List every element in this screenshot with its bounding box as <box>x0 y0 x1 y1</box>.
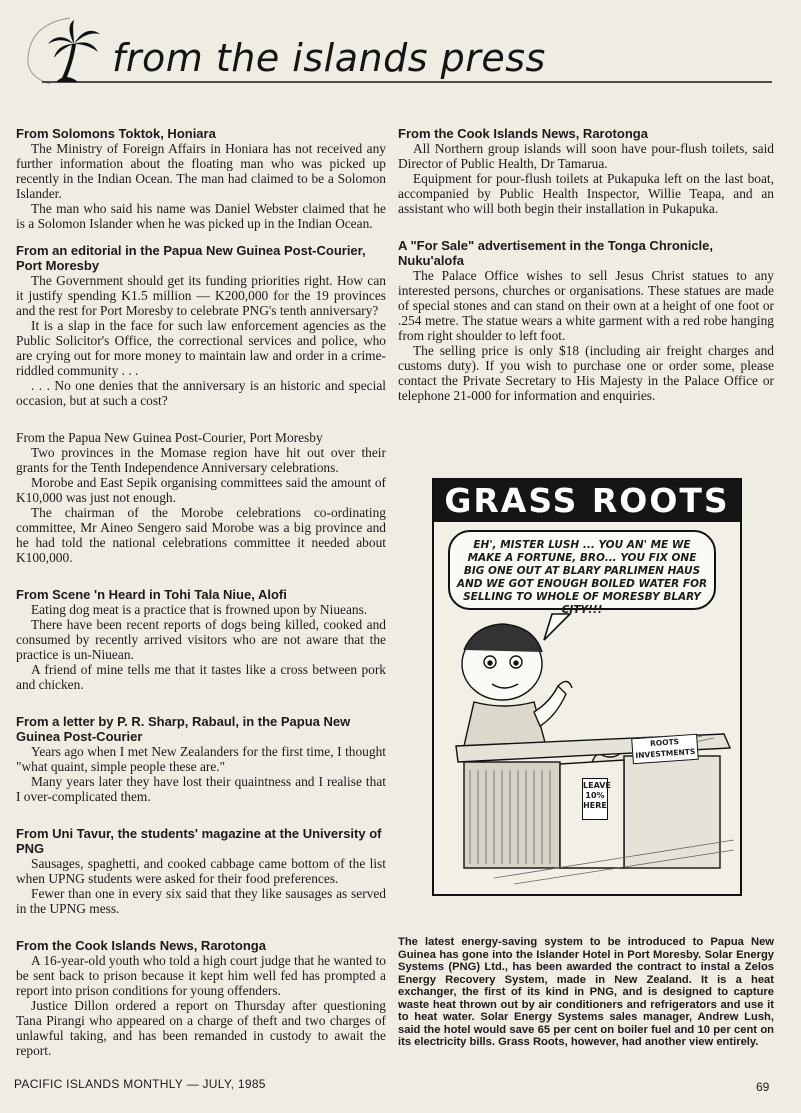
roots-investments-sign: ROOTS INVESTMENTS <box>631 734 699 765</box>
leave-ten-percent-sign: LEAVE 10% HERE <box>582 778 608 820</box>
masthead-title: from the islands press <box>112 36 546 80</box>
cartoon-character-icon <box>462 624 572 746</box>
page-number: 69 <box>756 1080 770 1094</box>
article-paragraph: The Palace Office wishes to sell Jesus Christ statues to any interested persons, churches or organisations. These statues are made of special stones and can stand on their own at a height of one foot or .254 metre. The statue wears a white garment with a red robe hanging from right shoulder to left foot. <box>398 268 774 343</box>
article-paragraph: It is a slap in the face for such law enforcement agencies as the Public Solicitor's Office, the correctional services and police, who are crying out for more money to maintain law and order in a crime-riddled community . . . <box>16 318 386 378</box>
grass-roots-cartoon <box>432 478 742 896</box>
cartoon-title: GRASS ROOTS <box>434 480 740 522</box>
article-paragraph: The Ministry of Foreign Affairs in Honiara has not received any further information about the floating man who was picked up recently in the Indian Ocean. The man had claimed to be a Solomon Islander. <box>16 141 386 201</box>
article-solomons-toktok <box>16 126 386 231</box>
masthead-banner <box>20 14 780 84</box>
article-paragraph: Sausages, spaghetti, and cooked cabbage came bottom of the list when UPNG students were asked for their food preferences. <box>16 856 386 886</box>
article-paragraph: Two provinces in the Momase region have hit out over their grants for the Tenth Independence Anniversary celebrations. <box>16 445 386 475</box>
article-tonga-for-sale <box>398 238 774 403</box>
article-heading: From the Cook Islands News, Rarotonga <box>16 938 266 953</box>
article-paragraph: Fewer than one in every six said that they like sausages as served in the UPNG mess. <box>16 886 386 916</box>
speech-bubble: EH', MISTER LUSH ... YOU AN' ME WE MAKE A FORTUNE, BRO... YOU FIX ONE BIG ONE OUT AT BLARY PARLIMEN HAUS AND WE GOT ENOUGH BOILED WATER FOR SELLING TO WHOLE OF MORESBY BLARY CITY!!! <box>448 530 716 610</box>
article-sharp-letter <box>16 714 386 804</box>
article-heading: From a letter by P. R. Sharp, Rabaul, in the Papua New Guinea Post-Courier <box>16 714 351 744</box>
article-tohi-tala-niue <box>16 587 386 692</box>
article-paragraph: All Northern group islands will soon have pour-flush toilets, said Director of Public Health, Dr Tamarua. <box>398 141 774 171</box>
article-paragraph: The selling price is only $18 (including air freight charges and customs duty). If you wish to purchase one or order some, please contact the Private Secretary to His Majesty in the Palace Office or telephone 21-000 for information and enquiries. <box>398 343 774 403</box>
article-post-courier-editorial <box>16 243 386 408</box>
article-heading: A "For Sale" advertisement in the Tonga Chronicle, Nuku'alofa <box>398 238 713 268</box>
article-paragraph: Many years later they have lost their quaintness and I realise that I over-complicated them. <box>16 774 386 804</box>
article-cook-islands-prison <box>16 938 386 1058</box>
article-paragraph: Eating dog meat is a practice that is frowned upon by Niueans. <box>31 602 368 617</box>
article-paragraph: Justice Dillon ordered a report on Thursday after questioning Tana Pirangi who appeared on a charge of theft and two charges of unlawful taking, and has been remanded in custody to await the report. <box>16 998 386 1058</box>
article-paragraph: The Government should get its funding priorities right. How can it justify spending K1.5 million — K200,000 for the 19 provinces and the rest for Port Moresby to celebrate PNG's tenth anniversary? <box>16 273 386 318</box>
left-column <box>16 126 386 1058</box>
article-paragraph: A friend of mine tells me that it tastes like a cross between pork and chicken. <box>16 662 386 692</box>
article-paragraph: . . . No one denies that the anniversary is an historic and special occasion, but at such a cost? <box>16 378 386 408</box>
article-source: From the Papua New Guinea Post-Courier, Port Moresby <box>16 430 323 445</box>
article-paragraph: Years ago when I met New Zealanders for the first time, I thought "what quaint, simple people these are." <box>16 744 386 774</box>
article-paragraph: There have been recent reports of dogs being killed, cooked and consumed by recently arrived visitors who are not aware that the practice is un-Niuean. <box>16 617 386 662</box>
article-heading: From Uni Tavur, the students' magazine at the University of PNG <box>16 826 382 856</box>
article-paragraph: Equipment for pour-flush toilets at Pukapuka left on the last boat, accompanied by Public Health Inspector, Willie Teapa, and an assistant who will both begin their installation in Pukapuka. <box>398 171 774 216</box>
article-uni-tavur <box>16 826 386 916</box>
article-paragraph: Morobe and East Sepik organising committees said the amount of K10,000 was just not enough. <box>16 475 386 505</box>
cartoon-caption: The latest energy-saving system to be introduced to Papua New Guinea has gone into the Islander Hotel in Port Moresby. Solar Energy Systems (PNG) Ltd., has been awarded the contract to instal a Zelos Energy Recovery System, made in New Zealand. It is a heat exchanger, the first of its kind in PNG, and is designed to capture waste heat thrown out by air conditioners and refrigerators and use it to heat water. Solar Energy Systems sales manager, Andrew Lush, said the hotel would save 65 per cent on boiler fuel and 10 per cent on its electricity bills. Grass Roots, however, had another view entirely. <box>398 936 774 1048</box>
article-paragraph: The man who said his name was Daniel Webster claimed that he is a Solomon Islander when he was picked up in the Indian Ocean. <box>16 201 386 231</box>
article-heading: From the Cook Islands News, Rarotonga <box>398 126 648 141</box>
article-heading: From Solomons Toktok, Honiara <box>16 126 216 141</box>
article-post-courier-grants <box>16 430 386 565</box>
right-column <box>398 126 774 403</box>
article-paragraph: The chairman of the Morobe celebrations co-ordinating committee, Mr Aineo Sengero said Morobe was a big province and he had told the national celebrations committee it needed about K100,000. <box>16 505 386 565</box>
article-cook-islands-toilets <box>398 126 774 216</box>
article-heading: From Scene 'n Heard in Tohi Tala Niue, Alofi <box>16 587 287 602</box>
palm-tree-icon <box>48 20 100 82</box>
publication-footer: PACIFIC ISLANDS MONTHLY — JULY, 1985 <box>14 1077 266 1091</box>
article-heading: From an editorial in the Papua New Guinea Post-Courier, Port Moresby <box>16 243 366 273</box>
article-paragraph: A 16-year-old youth who told a high court judge that he wanted to be sent back to prison because it kept him well fed has prompted a report into prison conditions for young offenders. <box>16 953 386 998</box>
